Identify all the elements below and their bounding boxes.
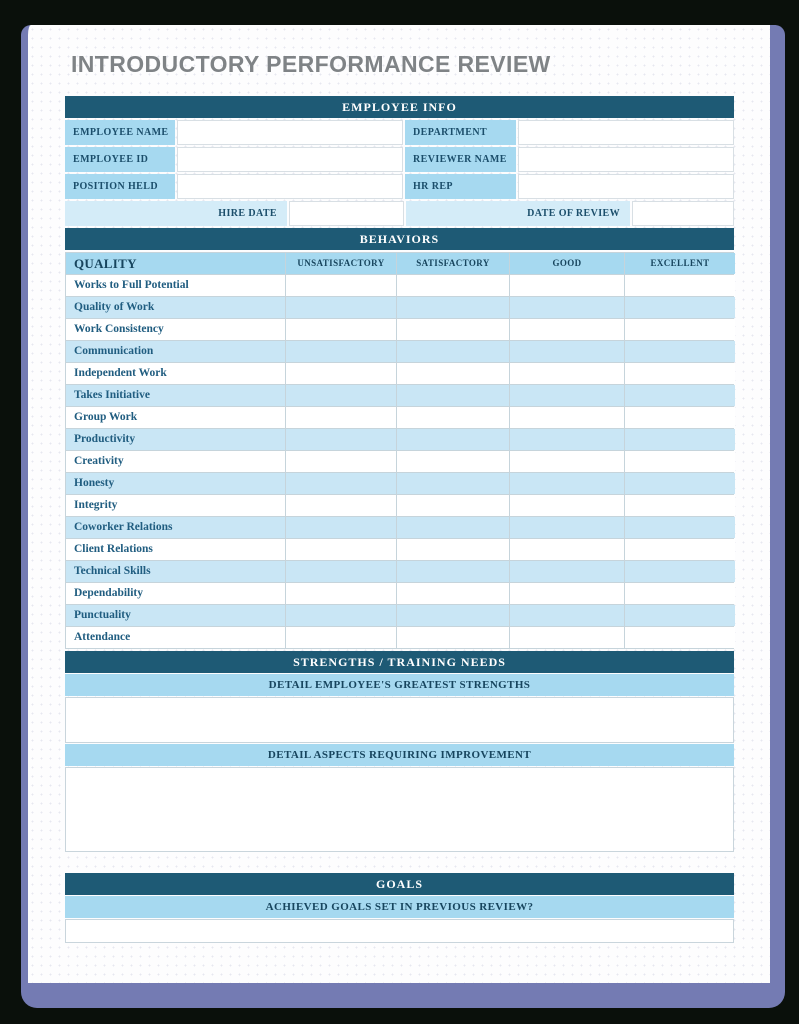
employee-name-input[interactable] bbox=[177, 120, 403, 145]
achieved-goals-label: ACHIEVED GOALS SET IN PREVIOUS REVIEW? bbox=[65, 896, 734, 918]
hire-date-label: HIRE DATE bbox=[65, 201, 287, 226]
behavior-row-label: Productivity bbox=[66, 429, 285, 450]
rating-cell-unsatisfactory[interactable] bbox=[286, 319, 396, 340]
rating-cell-satisfactory[interactable] bbox=[397, 341, 509, 362]
rating-cell-unsatisfactory[interactable] bbox=[286, 495, 396, 516]
goals-header: GOALS bbox=[65, 873, 734, 895]
rating-cell-satisfactory[interactable] bbox=[397, 407, 509, 428]
rating-cell-satisfactory[interactable] bbox=[397, 451, 509, 472]
behavior-row-label: Independent Work bbox=[66, 363, 285, 384]
rating-cell-excellent[interactable] bbox=[625, 363, 735, 384]
employee-id-input[interactable] bbox=[177, 147, 403, 172]
rating-cell-satisfactory[interactable] bbox=[397, 319, 509, 340]
improvement-textarea[interactable] bbox=[65, 767, 734, 852]
rating-cell-unsatisfactory[interactable] bbox=[286, 605, 396, 626]
reviewer-name-input[interactable] bbox=[518, 147, 734, 172]
department-input[interactable] bbox=[518, 120, 734, 145]
behavior-row-label: Attendance bbox=[66, 627, 285, 648]
rating-cell-satisfactory[interactable] bbox=[397, 363, 509, 384]
rating-cell-satisfactory[interactable] bbox=[397, 385, 509, 406]
improvement-label: DETAIL ASPECTS REQUIRING IMPROVEMENT bbox=[65, 744, 734, 766]
rating-cell-excellent[interactable] bbox=[625, 275, 735, 296]
behaviors-table bbox=[65, 252, 734, 649]
rating-cell-excellent[interactable] bbox=[625, 517, 735, 538]
rating-cell-good[interactable] bbox=[510, 275, 624, 296]
rating-cell-good[interactable] bbox=[510, 407, 624, 428]
behaviors-header: BEHAVIORS bbox=[65, 228, 734, 250]
rating-cell-unsatisfactory[interactable] bbox=[286, 363, 396, 384]
behavior-row-label: Client Relations bbox=[66, 539, 285, 560]
rating-cell-satisfactory[interactable] bbox=[397, 429, 509, 450]
rating-cell-unsatisfactory[interactable] bbox=[286, 539, 396, 560]
behavior-row-label: Takes Initiative bbox=[66, 385, 285, 406]
strengths-header: STRENGTHS / TRAINING NEEDS bbox=[65, 651, 734, 673]
rating-cell-unsatisfactory[interactable] bbox=[286, 451, 396, 472]
column-header-quality: QUALITY bbox=[66, 253, 285, 274]
behavior-row-label: Honesty bbox=[66, 473, 285, 494]
rating-cell-excellent[interactable] bbox=[625, 341, 735, 362]
date-of-review-label: DATE OF REVIEW bbox=[406, 201, 630, 226]
rating-cell-good[interactable] bbox=[510, 429, 624, 450]
rating-cell-unsatisfactory[interactable] bbox=[286, 627, 396, 648]
employee-info-header: EMPLOYEE INFO bbox=[65, 96, 734, 118]
rating-cell-excellent[interactable] bbox=[625, 473, 735, 494]
rating-cell-unsatisfactory[interactable] bbox=[286, 385, 396, 406]
rating-cell-good[interactable] bbox=[510, 341, 624, 362]
employee-info-table bbox=[65, 120, 734, 199]
rating-cell-satisfactory[interactable] bbox=[397, 583, 509, 604]
rating-cell-good[interactable] bbox=[510, 627, 624, 648]
rating-cell-excellent[interactable] bbox=[625, 561, 735, 582]
rating-cell-good[interactable] bbox=[510, 451, 624, 472]
rating-cell-unsatisfactory[interactable] bbox=[286, 429, 396, 450]
rating-cell-satisfactory[interactable] bbox=[397, 517, 509, 538]
document-page bbox=[21, 25, 785, 1008]
hr-rep-input[interactable] bbox=[518, 174, 734, 199]
achieved-goals-textarea[interactable] bbox=[65, 919, 734, 943]
greatest-strengths-label: DETAIL EMPLOYEE'S GREATEST STRENGTHS bbox=[65, 674, 734, 696]
rating-cell-satisfactory[interactable] bbox=[397, 495, 509, 516]
behavior-row-label: Integrity bbox=[66, 495, 285, 516]
rating-cell-excellent[interactable] bbox=[625, 627, 735, 648]
column-header-satisfactory: SATISFACTORY bbox=[397, 253, 509, 274]
employee-id-label: EMPLOYEE ID bbox=[65, 147, 175, 172]
behavior-row-label: Creativity bbox=[66, 451, 285, 472]
date-row bbox=[65, 201, 734, 226]
rating-cell-satisfactory[interactable] bbox=[397, 605, 509, 626]
rating-cell-unsatisfactory[interactable] bbox=[286, 561, 396, 582]
rating-cell-unsatisfactory[interactable] bbox=[286, 341, 396, 362]
rating-cell-good[interactable] bbox=[510, 605, 624, 626]
column-header-unsatisfactory: UNSATISFACTORY bbox=[286, 253, 396, 274]
hr-rep-label: HR REP bbox=[405, 174, 516, 199]
rating-cell-satisfactory[interactable] bbox=[397, 539, 509, 560]
department-label: DEPARTMENT bbox=[405, 120, 516, 145]
rating-cell-good[interactable] bbox=[510, 495, 624, 516]
rating-cell-good[interactable] bbox=[510, 319, 624, 340]
position-held-input[interactable] bbox=[177, 174, 403, 199]
rating-cell-unsatisfactory[interactable] bbox=[286, 583, 396, 604]
behavior-row-label: Dependability bbox=[66, 583, 285, 604]
behavior-row-label: Coworker Relations bbox=[66, 517, 285, 538]
greatest-strengths-textarea[interactable] bbox=[65, 697, 734, 743]
rating-cell-satisfactory[interactable] bbox=[397, 473, 509, 494]
rating-cell-excellent[interactable] bbox=[625, 495, 735, 516]
behavior-row-label: Technical Skills bbox=[66, 561, 285, 582]
rating-cell-excellent[interactable] bbox=[625, 429, 735, 450]
rating-cell-unsatisfactory[interactable] bbox=[286, 473, 396, 494]
hire-date-input[interactable] bbox=[289, 201, 404, 226]
rating-cell-good[interactable] bbox=[510, 385, 624, 406]
rating-cell-excellent[interactable] bbox=[625, 319, 735, 340]
behavior-row-label: Quality of Work bbox=[66, 297, 285, 318]
rating-cell-good[interactable] bbox=[510, 539, 624, 560]
date-of-review-input[interactable] bbox=[632, 201, 734, 226]
reviewer-name-label: REVIEWER NAME bbox=[405, 147, 516, 172]
rating-cell-excellent[interactable] bbox=[625, 385, 735, 406]
rating-cell-excellent[interactable] bbox=[625, 539, 735, 560]
rating-cell-good[interactable] bbox=[510, 297, 624, 318]
behavior-row-label: Punctuality bbox=[66, 605, 285, 626]
rating-cell-unsatisfactory[interactable] bbox=[286, 297, 396, 318]
behavior-row-label: Works to Full Potential bbox=[66, 275, 285, 296]
column-header-good: GOOD bbox=[510, 253, 624, 274]
section-spacer bbox=[65, 852, 734, 873]
page-title: INTRODUCTORY PERFORMANCE REVIEW bbox=[71, 51, 551, 77]
rating-cell-satisfactory[interactable] bbox=[397, 561, 509, 582]
rating-cell-excellent[interactable] bbox=[625, 583, 735, 604]
position-held-label: POSITION HELD bbox=[65, 174, 175, 199]
employee-name-label: EMPLOYEE NAME bbox=[65, 120, 175, 145]
rating-cell-good[interactable] bbox=[510, 561, 624, 582]
rating-cell-unsatisfactory[interactable] bbox=[286, 407, 396, 428]
rating-cell-good[interactable] bbox=[510, 583, 624, 604]
rating-cell-good[interactable] bbox=[510, 363, 624, 384]
behavior-row-label: Communication bbox=[66, 341, 285, 362]
rating-cell-unsatisfactory[interactable] bbox=[286, 517, 396, 538]
rating-cell-excellent[interactable] bbox=[625, 605, 735, 626]
rating-cell-unsatisfactory[interactable] bbox=[286, 275, 396, 296]
rating-cell-excellent[interactable] bbox=[625, 451, 735, 472]
behavior-row-label: Work Consistency bbox=[66, 319, 285, 340]
behavior-row-label: Group Work bbox=[66, 407, 285, 428]
rating-cell-excellent[interactable] bbox=[625, 407, 735, 428]
rating-cell-satisfactory[interactable] bbox=[397, 297, 509, 318]
column-header-excellent: EXCELLENT bbox=[625, 253, 735, 274]
rating-cell-satisfactory[interactable] bbox=[397, 275, 509, 296]
rating-cell-good[interactable] bbox=[510, 517, 624, 538]
rating-cell-satisfactory[interactable] bbox=[397, 627, 509, 648]
rating-cell-excellent[interactable] bbox=[625, 297, 735, 318]
rating-cell-good[interactable] bbox=[510, 473, 624, 494]
